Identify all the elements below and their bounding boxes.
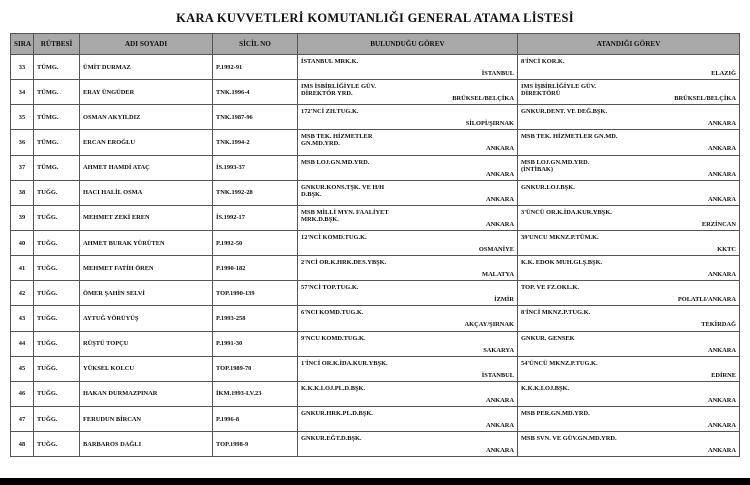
column-header-ad-soyad: ADI SOYADI: [80, 34, 213, 55]
cell-sira: 34: [11, 80, 34, 105]
cell-rutbe: TÜMG.: [34, 80, 80, 105]
bulundugu-gorev-unit: GNKUR.EĞT.D.BŞK.: [301, 435, 362, 443]
bulundugu-gorev-unit: MSB TEK. HİZMETLER GN.MD.YRD.: [301, 133, 373, 148]
cell-sira: 39: [11, 205, 34, 230]
cell-ad-soyad: BARBAROS DAĞLI: [80, 432, 213, 457]
cell-sira: 47: [11, 406, 34, 431]
cell-sicil-no: P.1993-258: [213, 306, 298, 331]
table-row: [11, 331, 740, 356]
cell-bulundugu-gorev: [298, 432, 518, 457]
cell-atandigi-gorev: [518, 432, 740, 457]
table-row: [11, 381, 740, 406]
cell-atandigi-gorev: [518, 205, 740, 230]
bulundugu-gorev-unit: MSB MİLLİ MYN. FAALİYET MRK.D.BŞK.: [301, 208, 389, 223]
cell-ad-soyad: AHMET HAMDİ ATAÇ: [80, 155, 213, 180]
cell-atandigi-gorev: [518, 180, 740, 205]
atandigi-gorev-unit: 8'İNCİ KOR.K.: [521, 58, 565, 66]
cell-sira: 46: [11, 381, 34, 406]
cell-rutbe: TUĞG.: [34, 205, 80, 230]
cell-rutbe: TÜMG.: [34, 55, 80, 80]
cell-rutbe: TUĞG.: [34, 256, 80, 281]
table-row: [11, 105, 740, 130]
cell-atandigi-gorev: [518, 381, 740, 406]
cell-rutbe: TUĞG.: [34, 381, 80, 406]
atandigi-gorev-unit: GNKUR.DENT. VE DEĞ.BŞK.: [521, 108, 608, 116]
bulundugu-gorev-unit: İSTANBUL MRK.K.: [301, 58, 359, 66]
cell-ad-soyad: FERUDUN BİRCAN: [80, 406, 213, 431]
cell-sira: 38: [11, 180, 34, 205]
cell-ad-soyad: MEHMET FATİH ÖREN: [80, 256, 213, 281]
bulundugu-gorev-unit: GNKUR.KONS.TŞK. VE H/H D.BŞK.: [301, 183, 385, 198]
cell-sicil-no: P.1991-30: [213, 331, 298, 356]
cell-atandigi-gorev: [518, 55, 740, 80]
cell-rutbe: TÜMG.: [34, 105, 80, 130]
bulundugu-gorev-location: İSTANBUL: [481, 70, 514, 78]
cell-bulundugu-gorev: [298, 105, 518, 130]
bulundugu-gorev-location: ANKARA: [485, 220, 514, 228]
cell-atandigi-gorev: [518, 105, 740, 130]
cell-sira: 48: [11, 432, 34, 457]
cell-sira: 44: [11, 331, 34, 356]
atandigi-gorev-location: ANKARA: [707, 195, 736, 203]
cell-sira: 33: [11, 55, 34, 80]
table-row: [11, 155, 740, 180]
atandigi-gorev-unit: IMS İŞBİRLİĞİYLE GÜV. DİREKTÖRÜ: [521, 83, 596, 98]
cell-sira: 36: [11, 130, 34, 155]
cell-sira: 41: [11, 256, 34, 281]
bulundugu-gorev-location: BRÜKSEL/BELÇİKA: [452, 95, 514, 103]
cell-atandigi-gorev: [518, 281, 740, 306]
table-row: [11, 281, 740, 306]
table-row: [11, 130, 740, 155]
cell-bulundugu-gorev: [298, 55, 518, 80]
cell-rutbe: TUĞG.: [34, 432, 80, 457]
cell-sicil-no: TOP.1990-139: [213, 281, 298, 306]
cell-sira: 42: [11, 281, 34, 306]
bulundugu-gorev-location: ANKARA: [485, 396, 514, 404]
bulundugu-gorev-unit: 172'NCİ ZH.TUG.K.: [301, 108, 359, 116]
bulundugu-gorev-location: SİLOPİ/ŞIRNAK: [465, 120, 514, 128]
cell-bulundugu-gorev: [298, 180, 518, 205]
cell-sicil-no: P.1990-182: [213, 256, 298, 281]
table-row: [11, 230, 740, 255]
atandigi-gorev-location: ANKARA: [707, 170, 736, 178]
cell-sicil-no: TNK.1994-2: [213, 130, 298, 155]
cell-rutbe: TUĞG.: [34, 406, 80, 431]
document-title: KARA KUVVETLERİ KOMUTANLIĞI GENERAL ATAMA LİSTESİ: [176, 11, 574, 25]
cell-ad-soyad: ÖMER ŞAHİN SELVİ: [80, 281, 213, 306]
atandigi-gorev-location: ELAZIĞ: [711, 70, 736, 78]
atandigi-gorev-unit: GNKUR.LOJ.BŞK.: [521, 183, 575, 191]
bulundugu-gorev-location: ANKARA: [485, 195, 514, 203]
bulundugu-gorev-location: İSTANBUL: [481, 371, 514, 379]
cell-sicil-no: P.1992-50: [213, 230, 298, 255]
table-row: [11, 256, 740, 281]
table-row: [11, 80, 740, 105]
atandigi-gorev-location: BRÜKSEL/BELÇİKA: [674, 95, 736, 103]
cell-ad-soyad: ERCAN EROĞLU: [80, 130, 213, 155]
cell-atandigi-gorev: [518, 306, 740, 331]
cell-rutbe: TUĞG.: [34, 356, 80, 381]
column-header-sicil-no: SİCİL NO: [213, 34, 298, 55]
atandigi-gorev-location: ANKARA: [707, 120, 736, 128]
cell-sicil-no: TNK.1996-4: [213, 80, 298, 105]
bulundugu-gorev-unit: 57'NCİ TOP.TUG.K.: [301, 284, 359, 292]
cell-sicil-no: TOP.1998-9: [213, 432, 298, 457]
cell-sicil-no: TNK.1987-96: [213, 105, 298, 130]
cell-atandigi-gorev: [518, 155, 740, 180]
bulundugu-gorev-unit: 1'İNCİ OR.K.İDA.KUR.YBŞK.: [301, 359, 388, 367]
atandigi-gorev-unit: MSB SVN. VE GÜV.GN.MD.YRD.: [521, 435, 617, 443]
cell-bulundugu-gorev: [298, 356, 518, 381]
bulundugu-gorev-location: OSMANİYE: [478, 246, 514, 254]
atandigi-gorev-unit: TOP. VE FZ.OKL.K.: [521, 284, 580, 292]
bulundugu-gorev-unit: 12'NCİ KOMD.TUG.K.: [301, 234, 367, 242]
bulundugu-gorev-location: AKÇAY/ŞIRNAK: [464, 321, 514, 329]
column-header-bulundugu-gorev: BULUNDUĞU GÖREV: [298, 34, 518, 55]
atandigi-gorev-unit: 8'İNCİ MKNZ.P.TUG.K.: [521, 309, 591, 317]
table-row: [11, 205, 740, 230]
atandigi-gorev-unit: GNKUR. GENSEK: [521, 334, 575, 342]
cell-bulundugu-gorev: [298, 205, 518, 230]
cell-atandigi-gorev: [518, 256, 740, 281]
cell-ad-soyad: AHMET BURAK YÜRÜTEN: [80, 230, 213, 255]
cell-atandigi-gorev: [518, 130, 740, 155]
cell-rutbe: TUĞG.: [34, 281, 80, 306]
atandigi-gorev-location: POLATLI/ANKARA: [677, 296, 736, 304]
atandigi-gorev-location: ERZİNCAN: [701, 220, 736, 228]
atandigi-gorev-unit: MSB TEK. HİZMETLER GN.MD.: [521, 133, 618, 141]
atandigi-gorev-unit: MSB LOJ.GN.MD.YRD. (İNTİBAK): [521, 158, 590, 173]
bulundugu-gorev-location: SAKARYA: [483, 346, 514, 354]
bulundugu-gorev-unit: 6'NCI KOMD.TUG.K.: [301, 309, 364, 317]
cell-ad-soyad: RÜŞTÜ TOPÇU: [80, 331, 213, 356]
cell-sicil-no: İS.1992-17: [213, 205, 298, 230]
assignment-table: [10, 33, 740, 457]
cell-ad-soyad: AYTUĞ YÖRÜYÜŞ: [80, 306, 213, 331]
cell-atandigi-gorev: [518, 80, 740, 105]
cell-ad-soyad: MEHMET ZEKİ EREN: [80, 205, 213, 230]
cell-sira: 37: [11, 155, 34, 180]
column-header-rutbe: RÜTBESİ: [34, 34, 80, 55]
atandigi-gorev-location: ANKARA: [707, 145, 736, 153]
cell-sira: 40: [11, 230, 34, 255]
table-row: [11, 356, 740, 381]
table-body: [11, 55, 740, 457]
cell-ad-soyad: ÜMİT DURMAZ: [80, 55, 213, 80]
bulundugu-gorev-location: ANKARA: [485, 447, 514, 455]
atandigi-gorev-unit: MSB PER.GN.MD.YRD.: [521, 410, 590, 418]
atandigi-gorev-location: KKTC: [717, 246, 736, 254]
table-header-row: [11, 34, 740, 55]
atandigi-gorev-unit: K.K. EDOK MUH.GLŞ.BŞK.: [521, 259, 603, 267]
bulundugu-gorev-unit: IMS İSBİRLİĞİYLE GÜV. DİREKTÖR YRD.: [301, 83, 376, 98]
cell-sira: 43: [11, 306, 34, 331]
cell-rutbe: TUĞG.: [34, 230, 80, 255]
atandigi-gorev-location: EDİRNE: [711, 371, 736, 379]
column-header-atandigi-gorev: ATANDIĞI GÖREV: [518, 34, 740, 55]
bulundugu-gorev-unit: GNKUR.HRK.PL.D.BŞK.: [301, 410, 373, 418]
bulundugu-gorev-location: ANKARA: [485, 145, 514, 153]
cell-bulundugu-gorev: [298, 230, 518, 255]
cell-sicil-no: TNK.1992-28: [213, 180, 298, 205]
cell-rutbe: TUĞG.: [34, 180, 80, 205]
cell-bulundugu-gorev: [298, 281, 518, 306]
page-bottom-edge: [0, 478, 750, 485]
bulundugu-gorev-unit: K.K.K.LOJ.PL.D.BŞK.: [301, 384, 366, 392]
atandigi-gorev-location: ANKARA: [707, 346, 736, 354]
table-row: [11, 432, 740, 457]
cell-rutbe: TÜMG.: [34, 155, 80, 180]
cell-bulundugu-gorev: [298, 256, 518, 281]
cell-bulundugu-gorev: [298, 155, 518, 180]
atandigi-gorev-location: ANKARA: [707, 396, 736, 404]
table-row: [11, 180, 740, 205]
cell-bulundugu-gorev: [298, 130, 518, 155]
cell-rutbe: TÜMG.: [34, 130, 80, 155]
cell-sicil-no: TOP.1989-70: [213, 356, 298, 381]
cell-ad-soyad: ERAY ÜNGÜDER: [80, 80, 213, 105]
bulundugu-gorev-location: İZMİR: [494, 296, 514, 304]
cell-bulundugu-gorev: [298, 80, 518, 105]
atandigi-gorev-unit: 3'ÜNCÜ OR.K.İDA.KUR.YBŞK.: [521, 208, 612, 216]
bulundugu-gorev-unit: 9'NCU KOMD.TUG.K.: [301, 334, 366, 342]
cell-sira: 35: [11, 105, 34, 130]
cell-rutbe: TUĞG.: [34, 331, 80, 356]
cell-sicil-no: İS.1993-37: [213, 155, 298, 180]
atandigi-gorev-location: ANKARA: [707, 447, 736, 455]
cell-sicil-no: P.1996-8: [213, 406, 298, 431]
cell-ad-soyad: OSMAN AKYILDIZ: [80, 105, 213, 130]
column-header-sira: SIRA: [11, 34, 34, 55]
cell-bulundugu-gorev: [298, 406, 518, 431]
bulundugu-gorev-location: ANKARA: [485, 170, 514, 178]
cell-atandigi-gorev: [518, 331, 740, 356]
atandigi-gorev-unit: 39'UNCU MKNZ.P.TÜM.K.: [521, 234, 599, 242]
cell-bulundugu-gorev: [298, 306, 518, 331]
cell-sira: 45: [11, 356, 34, 381]
cell-bulundugu-gorev: [298, 381, 518, 406]
cell-ad-soyad: HAKAN DURMAZPINAR: [80, 381, 213, 406]
cell-rutbe: TUĞG.: [34, 306, 80, 331]
table-row: [11, 306, 740, 331]
atandigi-gorev-unit: K.K.K.LOJ.BŞK.: [521, 384, 570, 392]
atandigi-gorev-location: ANKARA: [707, 271, 736, 279]
bulundugu-gorev-unit: MSB LOJ.GN.MD.YRD.: [301, 158, 370, 166]
cell-ad-soyad: HACI HALİL OSMA: [80, 180, 213, 205]
atandigi-gorev-location: ANKARA: [707, 422, 736, 430]
atandigi-gorev-location: TEKİRDAĞ: [701, 321, 736, 329]
table-row: [11, 55, 740, 80]
cell-sicil-no: P.1992-91: [213, 55, 298, 80]
table-row: [11, 406, 740, 431]
cell-atandigi-gorev: [518, 406, 740, 431]
bulundugu-gorev-unit: 2'NCİ OR.K.HRK.DES.YBŞK.: [301, 259, 387, 267]
cell-atandigi-gorev: [518, 230, 740, 255]
bulundugu-gorev-location: MALATYA: [482, 271, 514, 279]
cell-ad-soyad: YÜKSEL KOLCU: [80, 356, 213, 381]
cell-sicil-no: İKM.1993-LV.23: [213, 381, 298, 406]
cell-atandigi-gorev: [518, 356, 740, 381]
cell-bulundugu-gorev: [298, 331, 518, 356]
atandigi-gorev-unit: 54'ÜNCÜ MKNZ.P.TUG.K.: [521, 359, 598, 367]
bulundugu-gorev-location: ANKARA: [485, 422, 514, 430]
